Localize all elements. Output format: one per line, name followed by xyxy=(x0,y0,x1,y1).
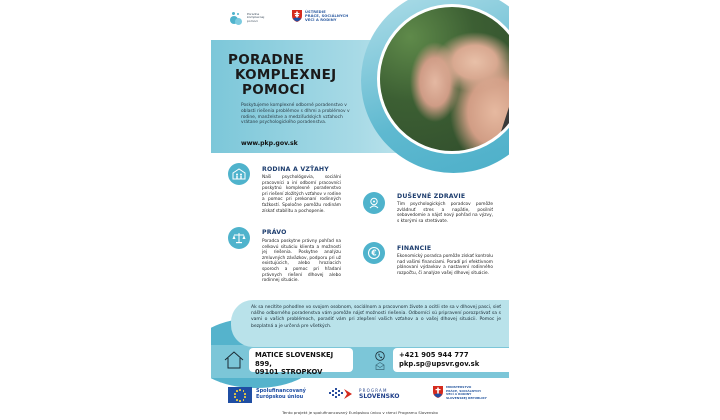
home-icon xyxy=(224,351,244,369)
contact-box xyxy=(393,348,509,372)
section-title-dusevne: DUŠEVNÉ ZDRAVIE xyxy=(397,193,466,200)
info-text: Ak sa necítite pohodlne vo svojom osobnom, sociálnom a pracovnom živote a ocitli ste sa v dlhovej pasci, sieť nášho odborného poradenstva vám pomôže nájsť možnosti riešenia. Odborníci sú pripravení porozprávať sa s vami o vašich problémoch, poradiť vám pri zlepšení vašich vzťahov a o vašej dlhovej situácii. Pomoc je bezplatná a je určená pre všetkých. xyxy=(251,305,501,329)
eu-flag-icon xyxy=(228,387,252,403)
page-title: PORADNE KOMPLEXNEJ POMOCI xyxy=(228,52,337,98)
pkp-logo-label: Poradne komplexnej pomoci xyxy=(247,11,265,23)
section-text-rodina: Naši psychológovia, sociálni pracovníci a iní odborní pracovníci poskytnú komplexné poradenstvo pri riešení zložitých vzťahov v rodine a pomoc pri prekonaní rodinných ťažkostí. Spoločne pomôžu rodinám získať stabilitu a pochopenie. xyxy=(262,175,341,214)
head-mind-icon xyxy=(363,192,385,214)
website-link[interactable]: www.pkp.gov.sk xyxy=(241,140,298,147)
section-title-financie: FINANCIE xyxy=(397,245,432,252)
family-home-icon xyxy=(228,163,250,185)
section-text-pravo: Poradca poskytne právny pohľad na celkovú situáciu klienta a možnosti jej riešenia. Poskytne analýzu zmluvných záväzkov, podporu pri už existujúcich, alebo hroziacich sporoch a pomoc pri hľadaní právnych riešení dlhovej alebo rodinnej situácie. xyxy=(262,239,341,284)
section-title-rodina: RODINA A VZŤAHY xyxy=(262,166,329,173)
section-text-dusevne: Tím psychologických poradcov pomôže zvládnuť stres a napätie, posilniť sebavedomie a nájsť nový pohľad na výzvy, s ktorými sa stretávate. xyxy=(397,202,493,224)
slovak-shield-icon xyxy=(292,10,302,22)
mail-icon xyxy=(375,362,385,370)
section-title-pravo: PRÁVO xyxy=(262,229,287,236)
ministry-label: MINISTERSTVO PRÁCE, SOCIÁLNYCH VECÍ A RODINY SLOVENSKEJ REPUBLIKY xyxy=(446,385,487,400)
ministry-shield-icon xyxy=(433,386,443,398)
eu-label: Spolufinancovaný Európskou úniou xyxy=(256,388,306,401)
euro-icon xyxy=(363,242,385,264)
section-text-financie: Ekonomický poradca pomôže získať kontrolu nad vašimi financiami. Poradí pri efektívnom plánovaní výdavkov a nastavení rodinného rozpočtu, či analýze vašej dlhovej situácie. xyxy=(397,254,493,276)
drops-logo-icon xyxy=(228,11,244,25)
phone-icon xyxy=(375,351,385,361)
scales-icon xyxy=(228,227,250,249)
upsvr-logo-label: ÚSTREDIE PRÁCE, SOCIÁLNYCH VECÍ A RODINY xyxy=(305,10,349,23)
poster xyxy=(211,0,509,420)
pkp-logo xyxy=(228,11,267,25)
svg-text:€: € xyxy=(371,248,377,258)
address-box xyxy=(249,348,353,376)
email-address[interactable]: pkp.sp@upsvr.gov.sk xyxy=(399,359,480,368)
upsvr-logo xyxy=(292,10,348,23)
hero-description: Poskytujeme komplexné odborné poradenstvo v oblasti riešenia problémov s dlhmi a problémov v rodine, manželstve a medziľudských vzťahoch vrátane psychologického poradenstva. xyxy=(241,103,350,126)
program-label: PROGRAM SLOVENSKO xyxy=(359,388,400,400)
footer-note: Tento projekt je spolufinancovaný Európskou úniou v rámci Programu Slovensko xyxy=(282,410,438,415)
address-line1: MATICE SLOVENSKEJ 899, xyxy=(255,351,334,368)
phone-number[interactable]: +421 905 944 777 xyxy=(399,351,469,359)
address-line2: 09101 STROPKOV xyxy=(255,368,323,376)
program-slovensko-logo-icon xyxy=(327,386,357,402)
